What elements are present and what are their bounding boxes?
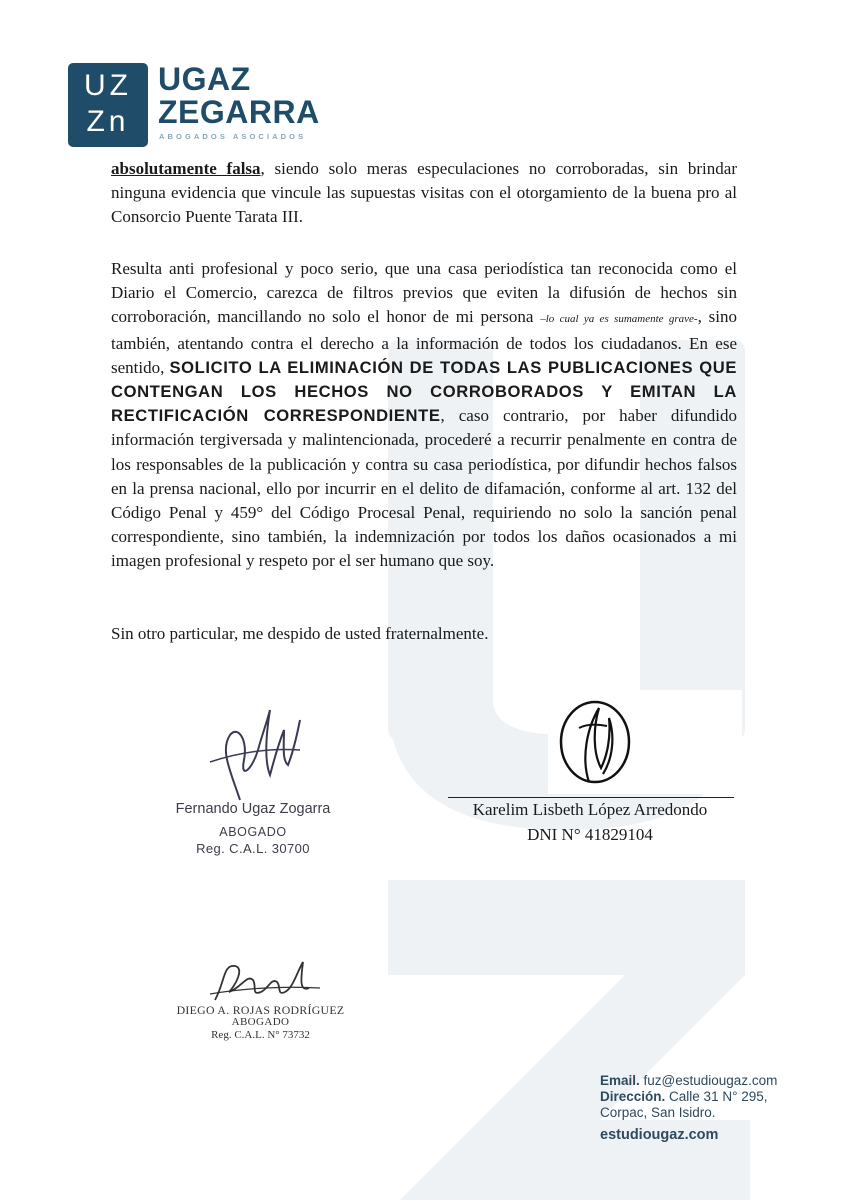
logo-tagline: ABOGADOS ASOCIADOS <box>159 132 307 141</box>
signer-name: Karelim Lisbeth López Arredondo <box>472 800 708 819</box>
email-link[interactable]: fuz@estudiougaz.com <box>643 1073 778 1088</box>
logo-mark <box>68 63 148 147</box>
logo-name-line1: UGAZ <box>158 61 251 97</box>
logo-mark-bottom: Zn <box>86 105 130 138</box>
paragraph-2-part2: , sino también, atentando contra el derecho a la información de todos los ciudadanos. En ese sentido, <box>111 307 737 377</box>
second-stamp-name: DIEGO A. ROJAS RODRÍGUEZ <box>176 1003 345 1017</box>
closing-line: Sin otro particular, me despido de usted fraternalmente. <box>111 624 489 643</box>
firm-logo <box>68 63 358 153</box>
paragraph-2 <box>111 257 737 574</box>
address-label: Dirección. <box>600 1089 666 1104</box>
address-line1: Calle 31 N° 295, <box>669 1089 768 1104</box>
logo-mark-top: UZ <box>84 69 132 102</box>
second-stamp-reg: Reg. C.A.L. N° 73732 <box>211 1029 310 1041</box>
paragraph-2-aside: –lo cual ya es sumamente grave- <box>540 313 698 326</box>
paragraph-2-part1: Resulta anti profesional y poco serio, que una casa periodística tan reconocida como el Diario el Comercio, carezca de filtros previos que eviten la difusión de hechos sin corroboración, mancillando no solo el honor de mi persona <box>111 259 737 327</box>
website-link[interactable]: estudiougaz.com <box>600 1127 719 1143</box>
footer-address <box>600 1089 777 1105</box>
right-signature-icon <box>553 698 637 790</box>
emphasis-falsa: absolutamente falsa <box>111 159 261 178</box>
logo-name-line2: ZEGARRA <box>158 94 320 130</box>
paragraph-1-rest: , siendo solo meras especulaciones no corroboradas, sin brindar ninguna evidencia que vincule las supuestas visitas con el otorgamiento de la buena pro al Consorcio Puente Tarata III. <box>111 159 737 227</box>
signer-dni: DNI N° 41829104 <box>527 825 653 844</box>
second-stamp-role: ABOGADO <box>231 1016 290 1028</box>
signature-line <box>448 797 734 798</box>
paragraph-2-part3: , caso contrario, por haber difundido información tergiversada y malintencionada, procederé a recurrir penalmente en contra de los responsables de la publicación y contra su casa periodística, por difundir hechos falsos en la prensa nacional, ello por incurrir en el delito de difamación, conforme al art. 132 del Código Penal y 459° del Código Procesal Penal, requiriendo no solo la sanción penal correspondiente, sino también, la indemnización por todos los daños ocasionados a mi imagen profesional y respeto por el ser humano que soy. <box>111 406 738 571</box>
stamp-reg: Reg. C.A.L. 30700 <box>196 841 310 856</box>
demand-statement: SOLICITO LA ELIMINACIÓN DE TODAS LAS PUBLICACIONES QUE CONTENGAN LOS HECHOS NO CORROBORADOS Y EMITAN LA RECTIFICACIÓN CORRESPONDIENTE <box>111 357 737 426</box>
stamp-role: ABOGADO <box>219 825 287 839</box>
footer-contact <box>600 1073 777 1143</box>
email-label: Email. <box>600 1073 640 1088</box>
logo-name <box>158 63 320 129</box>
paragraph-1 <box>111 157 737 230</box>
left-signature-icon <box>200 690 310 810</box>
footer-email <box>600 1073 777 1089</box>
stamp-name: Fernando Ugaz Zogarra <box>175 801 331 817</box>
address-line2: Corpac, San Isidro. <box>600 1105 716 1120</box>
